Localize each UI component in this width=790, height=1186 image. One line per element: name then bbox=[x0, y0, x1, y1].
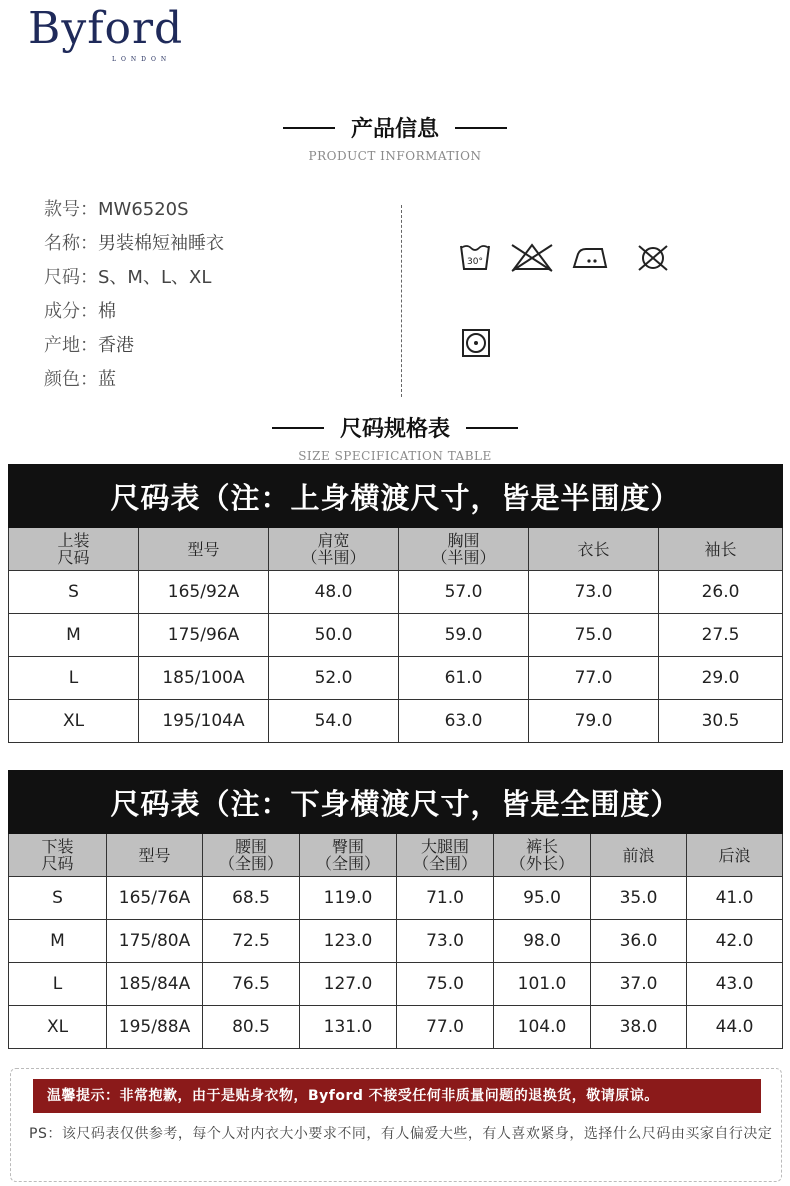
info-row bbox=[44, 196, 224, 230]
table-row bbox=[9, 571, 783, 614]
table-row bbox=[9, 700, 783, 743]
column-header-line: 袖长 bbox=[704, 539, 737, 559]
column-header bbox=[494, 834, 591, 877]
column-header-line: （全围） bbox=[412, 854, 477, 873]
info-row bbox=[44, 230, 224, 264]
table-cell: 41.0 bbox=[687, 877, 783, 920]
table-cell: 71.0 bbox=[397, 877, 494, 920]
no-dryclean-icon bbox=[636, 244, 670, 272]
table-row bbox=[9, 877, 783, 920]
info-value: 棉 bbox=[98, 301, 116, 322]
table-cell: 63.0 bbox=[399, 700, 529, 743]
product-info-list bbox=[44, 196, 224, 400]
table-cell: S bbox=[9, 571, 139, 614]
column-header bbox=[203, 834, 300, 877]
column-header bbox=[107, 834, 203, 877]
column-header bbox=[591, 834, 687, 877]
table-cell: 195/88A bbox=[107, 1006, 203, 1049]
table-cell: 77.0 bbox=[529, 657, 659, 700]
table-cell: 119.0 bbox=[300, 877, 397, 920]
info-divider bbox=[401, 205, 402, 397]
column-header-line: 后浪 bbox=[718, 845, 751, 865]
table-cell: 123.0 bbox=[300, 920, 397, 963]
table-cell: 44.0 bbox=[687, 1006, 783, 1049]
tumble-dry-icon bbox=[461, 328, 491, 358]
table-cell: 76.5 bbox=[203, 963, 300, 1006]
product-info-title: 产品信息 bbox=[350, 117, 439, 142]
bottom-size-table bbox=[8, 770, 783, 1049]
column-header-line: 型号 bbox=[187, 539, 220, 559]
table-cell: 68.5 bbox=[203, 877, 300, 920]
table-cell: 79.0 bbox=[529, 700, 659, 743]
column-header-line: 上装 bbox=[57, 531, 90, 550]
heading-rule-left bbox=[283, 127, 335, 129]
table-cell: 195/104A bbox=[139, 700, 269, 743]
table-cell: 27.5 bbox=[659, 614, 783, 657]
table-cell: 185/100A bbox=[139, 657, 269, 700]
top-size-table bbox=[8, 464, 783, 743]
column-header bbox=[397, 834, 494, 877]
column-header-line: 型号 bbox=[138, 845, 171, 865]
column-header bbox=[269, 528, 399, 571]
table-cell: 29.0 bbox=[659, 657, 783, 700]
column-header bbox=[399, 528, 529, 571]
column-header-line: （全围） bbox=[218, 854, 283, 873]
table-title: 尺码表（注：上身横渡尺寸，皆是半围度） bbox=[9, 465, 783, 528]
heading-rule-right bbox=[466, 427, 518, 429]
table-cell: L bbox=[9, 657, 139, 700]
table-cell: 131.0 bbox=[300, 1006, 397, 1049]
size-chart-disclaimer: PS：该尺码表仅供参考，每个人对内衣大小要求不同，有人偏爱大些，有人喜欢紧身，选择什么尺码由买家自行决定 bbox=[29, 1126, 773, 1142]
table-cell: 50.0 bbox=[269, 614, 399, 657]
column-header-line: （全围） bbox=[315, 854, 380, 873]
column-header bbox=[9, 834, 107, 877]
table-row bbox=[9, 963, 783, 1006]
table-cell: 95.0 bbox=[494, 877, 591, 920]
column-header bbox=[687, 834, 783, 877]
column-header-line: 衣长 bbox=[577, 539, 610, 559]
table-cell: L bbox=[9, 963, 107, 1006]
table-cell: 35.0 bbox=[591, 877, 687, 920]
info-key: 成分： bbox=[44, 301, 98, 322]
table-cell: 42.0 bbox=[687, 920, 783, 963]
info-value: S、M、L、XL bbox=[98, 267, 212, 288]
table-cell: 73.0 bbox=[397, 920, 494, 963]
table-row bbox=[9, 614, 783, 657]
column-header bbox=[9, 528, 139, 571]
column-header bbox=[300, 834, 397, 877]
info-key: 颜色： bbox=[44, 369, 98, 390]
notice-box bbox=[10, 1068, 782, 1182]
table-row bbox=[9, 657, 783, 700]
column-header-line: （半围） bbox=[301, 548, 366, 567]
table-cell: XL bbox=[9, 700, 139, 743]
table-cell: 38.0 bbox=[591, 1006, 687, 1049]
table-cell: XL bbox=[9, 1006, 107, 1049]
product-info-subtitle: PRODUCT INFORMATION bbox=[308, 149, 482, 163]
info-row bbox=[44, 298, 224, 332]
table-title: 尺码表（注：下身横渡尺寸，皆是全围度） bbox=[9, 771, 783, 834]
info-key: 尺码： bbox=[44, 267, 98, 288]
table-cell: 185/84A bbox=[107, 963, 203, 1006]
table-cell: 165/76A bbox=[107, 877, 203, 920]
table-header-row bbox=[9, 528, 783, 571]
table-cell: 37.0 bbox=[591, 963, 687, 1006]
table-cell: 101.0 bbox=[494, 963, 591, 1006]
table-cell: 98.0 bbox=[494, 920, 591, 963]
column-header-line: 裤长 bbox=[525, 837, 558, 856]
table-cell: 36.0 bbox=[591, 920, 687, 963]
table-cell: 75.0 bbox=[397, 963, 494, 1006]
table-cell: 54.0 bbox=[269, 700, 399, 743]
info-value: 蓝 bbox=[98, 369, 116, 390]
table-cell: 72.5 bbox=[203, 920, 300, 963]
table-cell: 48.0 bbox=[269, 571, 399, 614]
info-key: 产地： bbox=[44, 335, 98, 356]
table-row bbox=[9, 920, 783, 963]
column-header-line: 肩宽 bbox=[317, 531, 350, 550]
table-title-row bbox=[9, 465, 783, 528]
table-cell: M bbox=[9, 614, 139, 657]
column-header-line: 前浪 bbox=[622, 845, 655, 865]
info-key: 款号： bbox=[44, 199, 98, 220]
column-header bbox=[139, 528, 269, 571]
column-header-line: 下装 bbox=[41, 837, 74, 856]
table-cell: 61.0 bbox=[399, 657, 529, 700]
column-header bbox=[529, 528, 659, 571]
table-cell: 175/96A bbox=[139, 614, 269, 657]
table-cell: 175/80A bbox=[107, 920, 203, 963]
table-cell: 43.0 bbox=[687, 963, 783, 1006]
column-header-line: 尺码 bbox=[41, 854, 74, 873]
table-cell: 52.0 bbox=[269, 657, 399, 700]
info-row bbox=[44, 332, 224, 366]
table-cell: 80.5 bbox=[203, 1006, 300, 1049]
table-cell: S bbox=[9, 877, 107, 920]
info-row bbox=[44, 366, 224, 400]
column-header-line: 大腿围 bbox=[420, 837, 469, 856]
size-spec-heading bbox=[0, 412, 790, 463]
column-header-line: 腰围 bbox=[234, 837, 267, 856]
table-cell: 26.0 bbox=[659, 571, 783, 614]
info-value: 男装棉短袖睡衣 bbox=[98, 233, 224, 254]
table-row bbox=[9, 1006, 783, 1049]
table-cell: 30.5 bbox=[659, 700, 783, 743]
no-bleach-icon bbox=[510, 242, 554, 272]
column-header-line: 尺码 bbox=[57, 548, 90, 567]
wash-30-icon bbox=[459, 242, 491, 272]
table-cell: 127.0 bbox=[300, 963, 397, 1006]
brand-name: Byford bbox=[28, 3, 184, 54]
table-cell: 73.0 bbox=[529, 571, 659, 614]
column-header-line: 臀围 bbox=[331, 837, 364, 856]
table-title-row bbox=[9, 771, 783, 834]
column-header bbox=[659, 528, 783, 571]
column-header-line: 胸围 bbox=[447, 531, 480, 550]
column-header-line: （外长） bbox=[509, 854, 574, 873]
table-cell: 59.0 bbox=[399, 614, 529, 657]
table-header-row bbox=[9, 834, 783, 877]
table-cell: 165/92A bbox=[139, 571, 269, 614]
return-policy-warning: 温馨提示：非常抱歉，由于是贴身衣物，Byford 不接受任何非质量问题的退换货，敬请原谅。 bbox=[33, 1079, 761, 1113]
size-spec-subtitle: SIZE SPECIFICATION TABLE bbox=[298, 449, 492, 463]
info-key: 名称： bbox=[44, 233, 98, 254]
heading-rule-right bbox=[455, 127, 507, 129]
table-cell: 104.0 bbox=[494, 1006, 591, 1049]
brand-tagline: LONDON bbox=[112, 56, 172, 63]
info-value: MW6520S bbox=[98, 199, 189, 220]
info-value: 香港 bbox=[98, 335, 134, 356]
table-cell: 75.0 bbox=[529, 614, 659, 657]
wash-temp-label: 30° bbox=[467, 257, 483, 267]
heading-rule-left bbox=[272, 427, 324, 429]
info-row bbox=[44, 264, 224, 298]
table-cell: 77.0 bbox=[397, 1006, 494, 1049]
brand-logo bbox=[28, 4, 188, 66]
column-header-line: （半围） bbox=[431, 548, 496, 567]
iron-low-icon bbox=[572, 246, 610, 270]
product-info-heading bbox=[0, 112, 790, 163]
size-spec-title: 尺码规格表 bbox=[339, 417, 450, 442]
table-cell: M bbox=[9, 920, 107, 963]
table-cell: 57.0 bbox=[399, 571, 529, 614]
